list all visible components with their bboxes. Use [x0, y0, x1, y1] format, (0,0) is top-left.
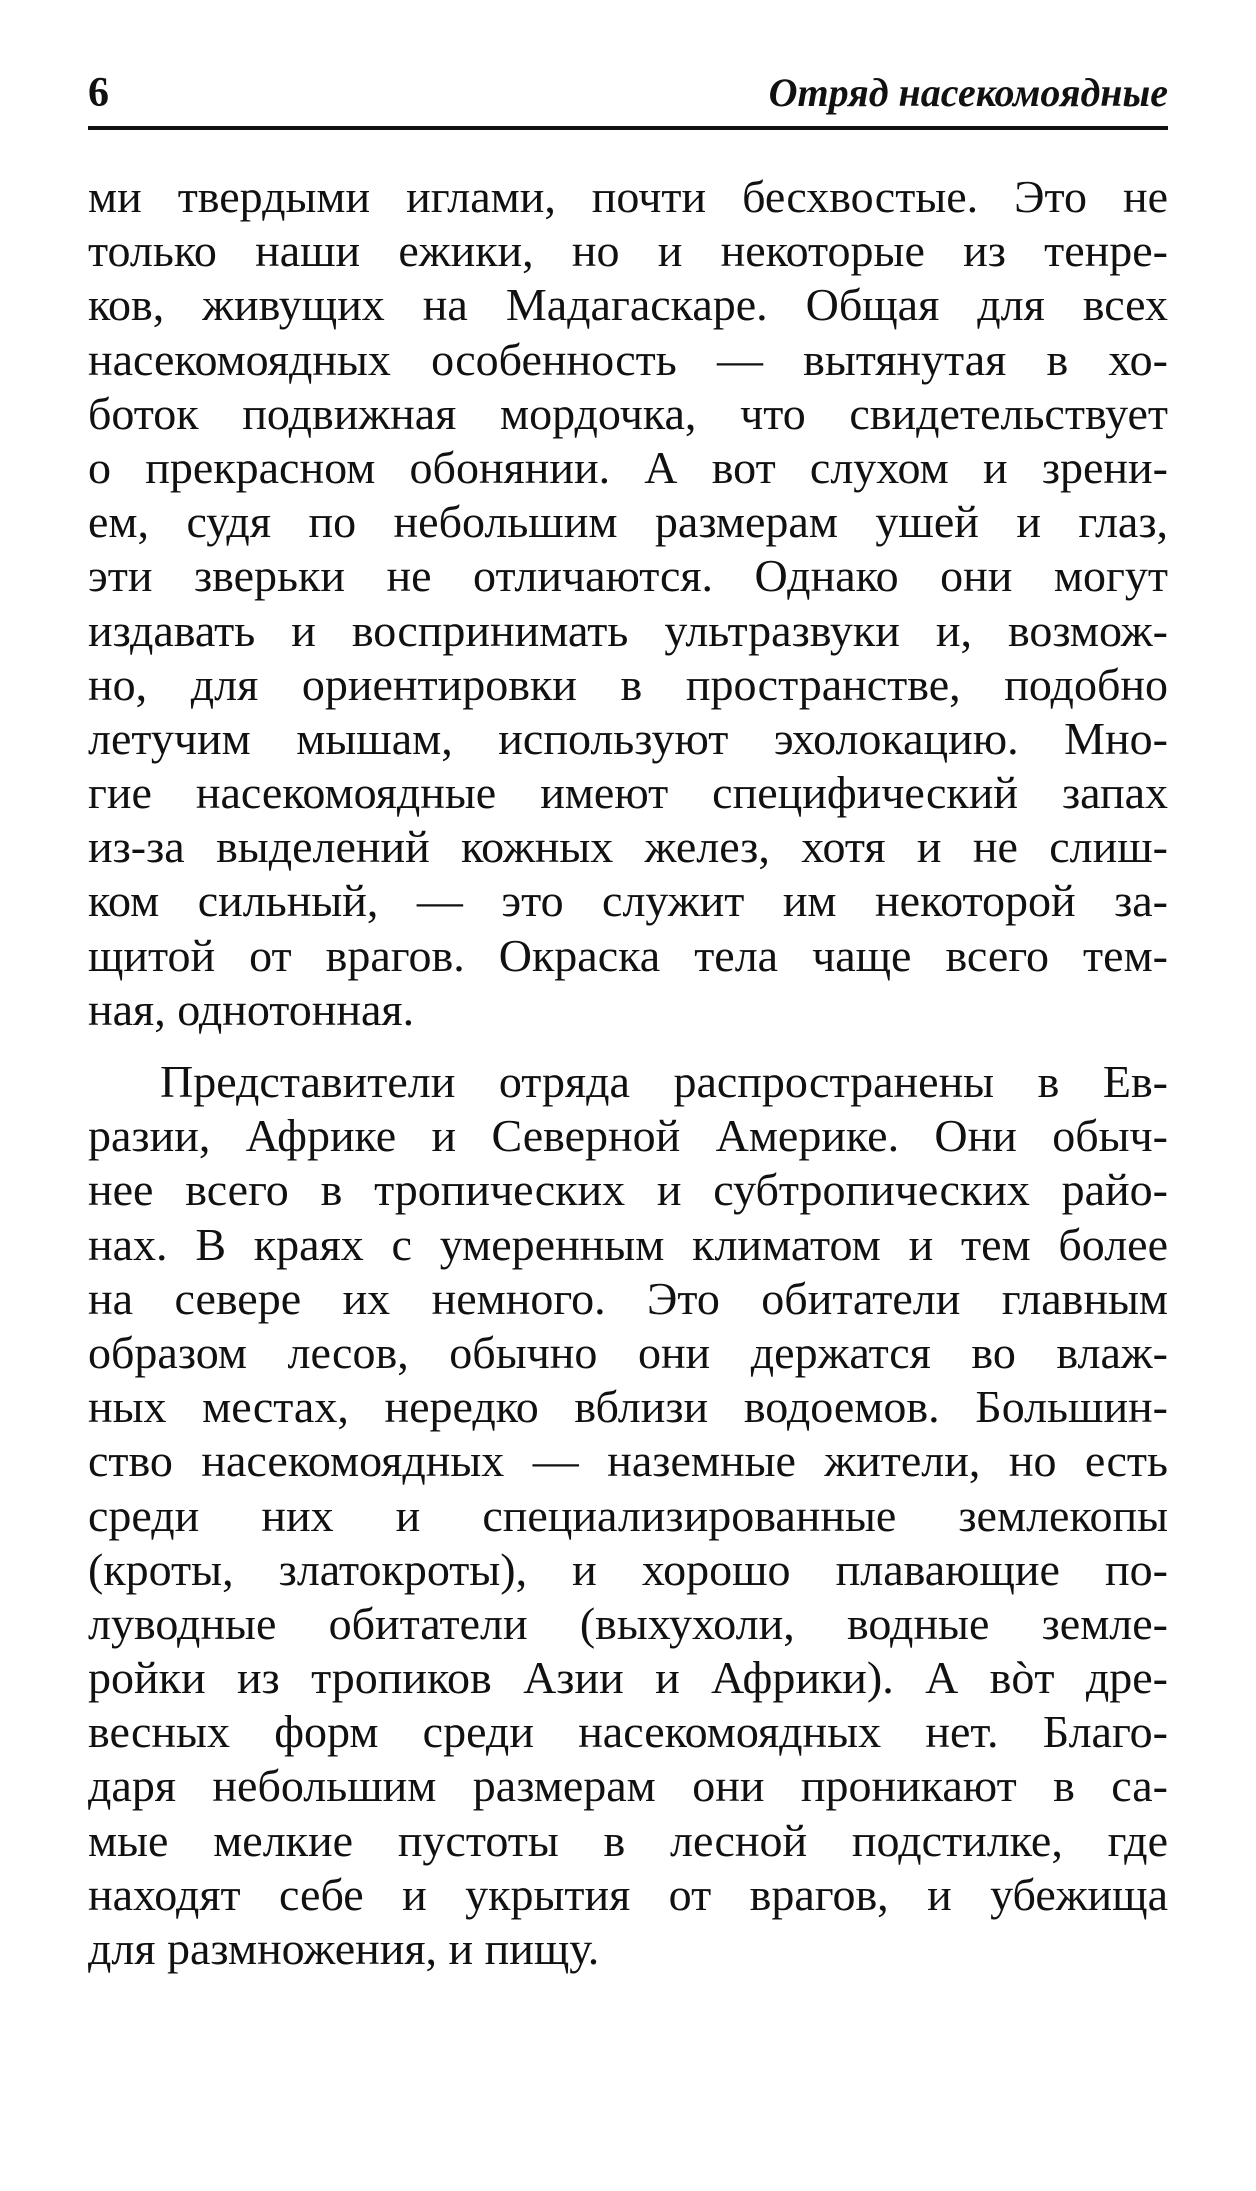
text-line: летучим мышам, используют эхолокацию. Мно-: [88, 712, 1168, 764]
running-title: Отряд насекомоядные: [768, 70, 1168, 115]
text-line: образом лесов, обычно они держатся во влаж-: [88, 1326, 1168, 1378]
text-line: Представители отряда распространены в Ев-: [160, 1056, 1168, 1107]
page-number: 6: [88, 70, 109, 116]
text-line: разии, Африке и Северной Америке. Они обыч-: [88, 1110, 1168, 1162]
page-header: [88, 60, 1168, 130]
text-line: мые мелкие пустоты в лесной подстилке, где: [88, 1814, 1168, 1866]
text-line: луводные обитатели (выхухоли, водные земле-: [88, 1597, 1168, 1649]
book-page: [88, 60, 1168, 1976]
text-line: но, для ориентировки в пространстве, подобно: [88, 658, 1168, 710]
text-line: о прекрасном обонянии. А вот слухом и зрени-: [88, 441, 1168, 493]
text-line: нее всего в тропических и субтропических райо-: [88, 1164, 1168, 1216]
text-line: на севере их немного. Это обитатели главным: [88, 1272, 1168, 1324]
paragraph-2: [88, 1055, 1168, 1976]
text-line: из-за выделений кожных желез, хотя и не слиш-: [88, 821, 1168, 873]
text-line: весных форм среди насекомоядных нет. Благо-: [88, 1706, 1168, 1758]
text-line: только наши ежики, но и некоторые из тенре-: [88, 225, 1168, 277]
text-line: ми твердыми иглами, почти бесхвостые. Это не: [88, 171, 1168, 222]
text-line: ройки из тропиков Азии и Африки). А вòт дре-: [88, 1652, 1168, 1704]
paragraph-1: [88, 170, 1168, 1037]
text-line: ство насекомоядных — наземные жители, но есть: [88, 1435, 1168, 1487]
text-line: ных местах, нередко вблизи водоемов. Большин-: [88, 1381, 1168, 1433]
text-line: (кроты, златокроты), и хорошо плавающие по-: [88, 1543, 1168, 1595]
text-line: среди них и специализированные землекопы: [88, 1489, 1168, 1541]
text-line: ная, однотонная.: [88, 983, 415, 1035]
text-line: ком сильный, — это служит им некоторой за-: [88, 875, 1168, 927]
text-line: эти зверьки не отличаются. Однако они могут: [88, 550, 1168, 602]
text-line: ем, судя по небольшим размерам ушей и глаз,: [88, 496, 1168, 548]
text-line: издавать и воспринимать ультразвуки и, возмож-: [88, 604, 1168, 656]
text-line: щитой от врагов. Окраска тела чаще всего тем-: [88, 929, 1168, 981]
text-line: нах. В краях с умеренным климатом и тем более: [88, 1218, 1168, 1270]
text-line: боток подвижная мордочка, что свидетельствует: [88, 387, 1168, 439]
text-line: даря небольшим размерам они проникают в са-: [88, 1760, 1168, 1812]
text-line: для размножения, и пищу.: [88, 1923, 600, 1974]
text-line: насекомоядных особенность — вытянутая в хо-: [88, 333, 1168, 385]
body-text: [88, 170, 1168, 1976]
text-line: ков, живущих на Мадагаскаре. Общая для всех: [88, 279, 1168, 331]
text-line: гие насекомоядные имеют специфический запах: [88, 767, 1168, 819]
text-line: находят себе и укрытия от врагов, и убежища: [88, 1868, 1168, 1920]
